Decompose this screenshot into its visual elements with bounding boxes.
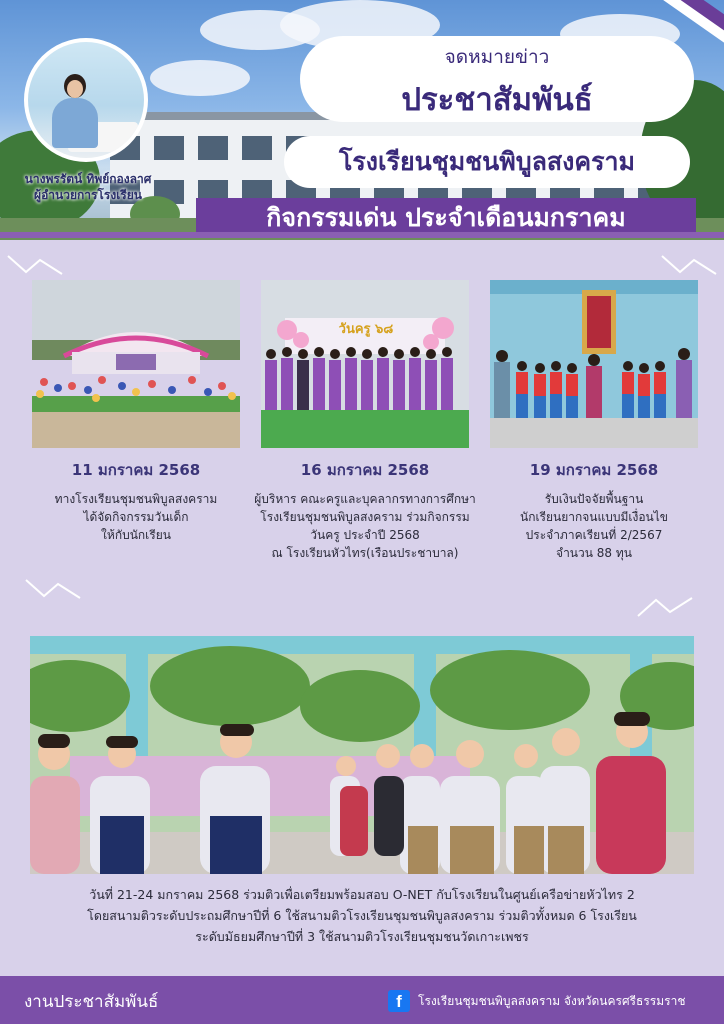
zigzag-decoration	[660, 252, 720, 276]
newsletter-title-pill	[300, 36, 694, 122]
description-line: ประจำภาคเรียนที่ 2/2567	[525, 528, 663, 542]
newsletter-title: ประชาสัมพันธ์	[401, 82, 593, 118]
zigzag-decoration	[24, 576, 84, 600]
activity-photo-teachers-day	[261, 280, 469, 448]
activity-photo-childrens-day	[32, 280, 240, 448]
activity-description	[16, 490, 256, 544]
teachers-day-sign: วันครู ๖๘	[338, 322, 394, 337]
principal-name: นางพรรัตน์ ทิพย์กองลาศ	[24, 172, 152, 186]
footer-department: งานประชาสัมพันธ์	[24, 992, 159, 1012]
description-line: โดยสนามติวระดับประถมศึกษาปีที่ 6 ใช้สนามติวโรงเรียนชุมชนพิบูลสงคราม ร่วมติวทั้งหมด 6 โรงเรียน	[87, 908, 637, 923]
principal-role: ผู้อำนวยการโรงเรียน	[34, 188, 142, 202]
header-hero	[0, 0, 724, 240]
description-line: ทางโรงเรียนชุมชนพิบูลสงคราม	[54, 492, 218, 506]
zigzag-decoration	[636, 596, 696, 620]
description-line: วันที่ 21-24 มกราคม 2568 ร่วมติวเพื่อเตรียมพร้อมสอบ O-NET กับโรงเรียนในศูนย์เครือข่ายหัวไทร 2	[89, 887, 635, 902]
activity-date: 19 มกราคม 2568	[529, 461, 659, 479]
description-line: ณ โรงเรียนหัวไทร(เรือนประชาบาล)	[271, 546, 459, 560]
footer	[0, 976, 724, 1024]
facebook-icon[interactable]: f	[388, 990, 410, 1012]
highlight-banner: กิจกรรมเด่น ประจำเดือนมกราคม	[196, 198, 696, 238]
description-line: โรงเรียนชุมชนพิบูลสงคราม ร่วมกิจกรรม	[260, 510, 470, 524]
description-line: ระดับมัธยมศึกษาปีที่ 3 ใช้สนามติวโรงเรียนชุมชนวัดเกาะเพชร	[195, 929, 529, 944]
divider	[0, 232, 724, 238]
description-line: ได้จัดกิจกรรมวันเด็ก	[83, 510, 189, 524]
description-line: จำนวน 88 ทุน	[556, 546, 632, 560]
activity-description	[245, 490, 485, 562]
activity-description	[474, 490, 714, 562]
principal-avatar	[24, 38, 148, 162]
zigzag-decoration	[6, 252, 66, 276]
description-line: ให้กับนักเรียน	[101, 528, 171, 542]
school-name: โรงเรียนชุมชนพิบูลสงคราม	[284, 136, 690, 188]
activity-date: 16 มกราคม 2568	[300, 461, 430, 479]
description-line: นักเรียนยากจนแบบมีเงื่อนไข	[519, 510, 668, 524]
activity-date: 11 มกราคม 2568	[71, 461, 201, 479]
feature-photo-onet-tutoring	[30, 636, 694, 874]
feature-description	[20, 884, 704, 947]
newsletter-label: จดหมายข่าว	[444, 46, 550, 68]
description-line: ผู้บริหาร คณะครูและบุคลากรทางการศึกษา	[254, 492, 476, 506]
footer-facebook-page[interactable]: โรงเรียนชุมชนพิบูลสงคราม จังหวัดนครศรีธรรมราช	[418, 994, 686, 1008]
description-line: วันครู ประจำปี 2568	[310, 528, 420, 542]
activity-photo-scholarship	[490, 280, 698, 448]
description-line: รับเงินปัจจัยพื้นฐาน	[544, 492, 644, 506]
